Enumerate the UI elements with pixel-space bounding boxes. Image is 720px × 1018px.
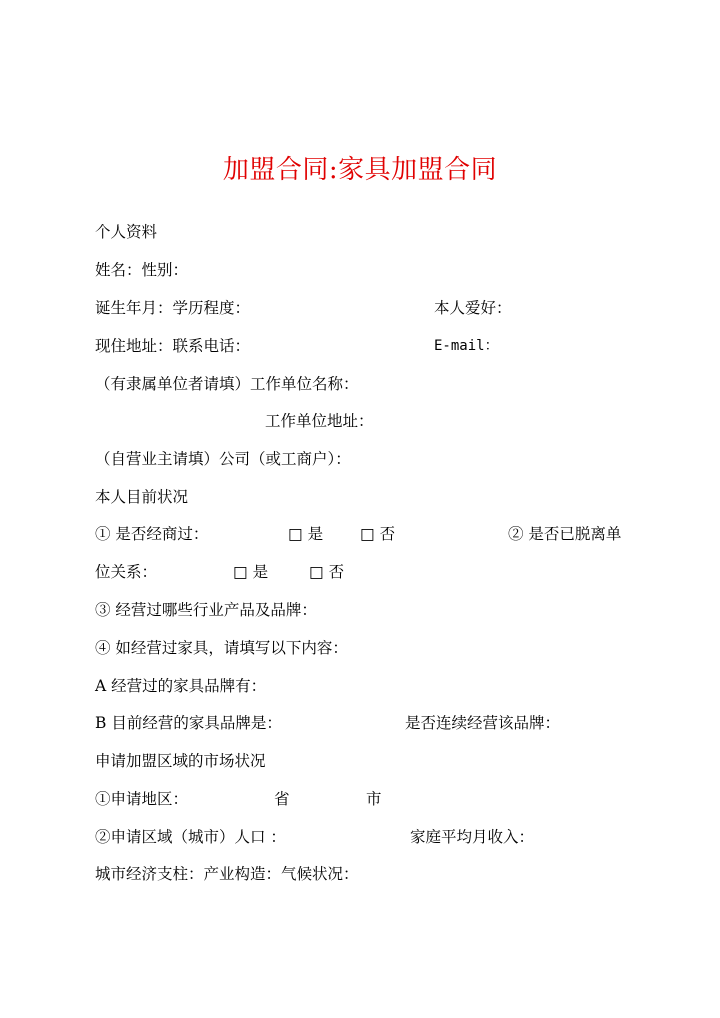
q2-yes-checkbox[interactable]: □ 是 <box>233 563 269 581</box>
question-4: ④ 如经营过家具，请填写以下内容： <box>95 639 348 657</box>
income-label: 家庭平均月收入： <box>410 828 535 846</box>
province-label: 省 <box>274 790 290 808</box>
hobby-label: 本人爱好： <box>434 299 512 317</box>
brands-current-line: B 目前经营的家具品牌是： <box>95 714 282 732</box>
brands-past-line: A 经营过的家具品牌有： <box>95 677 267 695</box>
question-3: ③ 经营过哪些行业产品及品牌： <box>95 601 317 619</box>
q1-yes-checkbox[interactable]: □ 是 <box>288 525 324 543</box>
birth-education-line: 诞生年月：学历程度： <box>95 299 251 317</box>
self-employed-line: （自营业主请填）公司（或工商户）： <box>95 450 351 468</box>
question-2-part2: 位关系： <box>95 563 158 581</box>
section-personal-info: 个人资料 <box>95 223 158 241</box>
region-line: ①申请地区： <box>95 790 189 808</box>
economy-line: 城市经济支柱：产业构造：气候状况： <box>95 865 359 883</box>
section-current-status: 本人目前状况 <box>95 488 189 506</box>
section-market-status: 申请加盟区域的市场状况 <box>95 752 266 770</box>
question-1: ① 是否经商过： <box>95 525 209 543</box>
name-gender-line: 姓名：性别： <box>95 261 189 279</box>
employer-address-line: 工作单位地址： <box>265 412 374 430</box>
document-title: 加盟合同:家具加盟合同 <box>222 155 498 185</box>
continue-brand-label: 是否连续经营该品牌： <box>405 714 561 732</box>
city-label: 市 <box>366 790 382 808</box>
question-2-part1: ② 是否已脱离单 <box>508 525 622 543</box>
q1-no-checkbox[interactable]: □ 否 <box>360 525 396 543</box>
address-phone-line: 现住地址：联系电话： <box>95 337 251 355</box>
q2-no-checkbox[interactable]: □ 否 <box>309 563 345 581</box>
email-label: E-mail： <box>434 338 499 354</box>
employer-name-line: （有隶属单位者请填）工作单位名称： <box>95 375 359 393</box>
population-line: ②申请区域（城市）人口 ： <box>95 828 286 846</box>
